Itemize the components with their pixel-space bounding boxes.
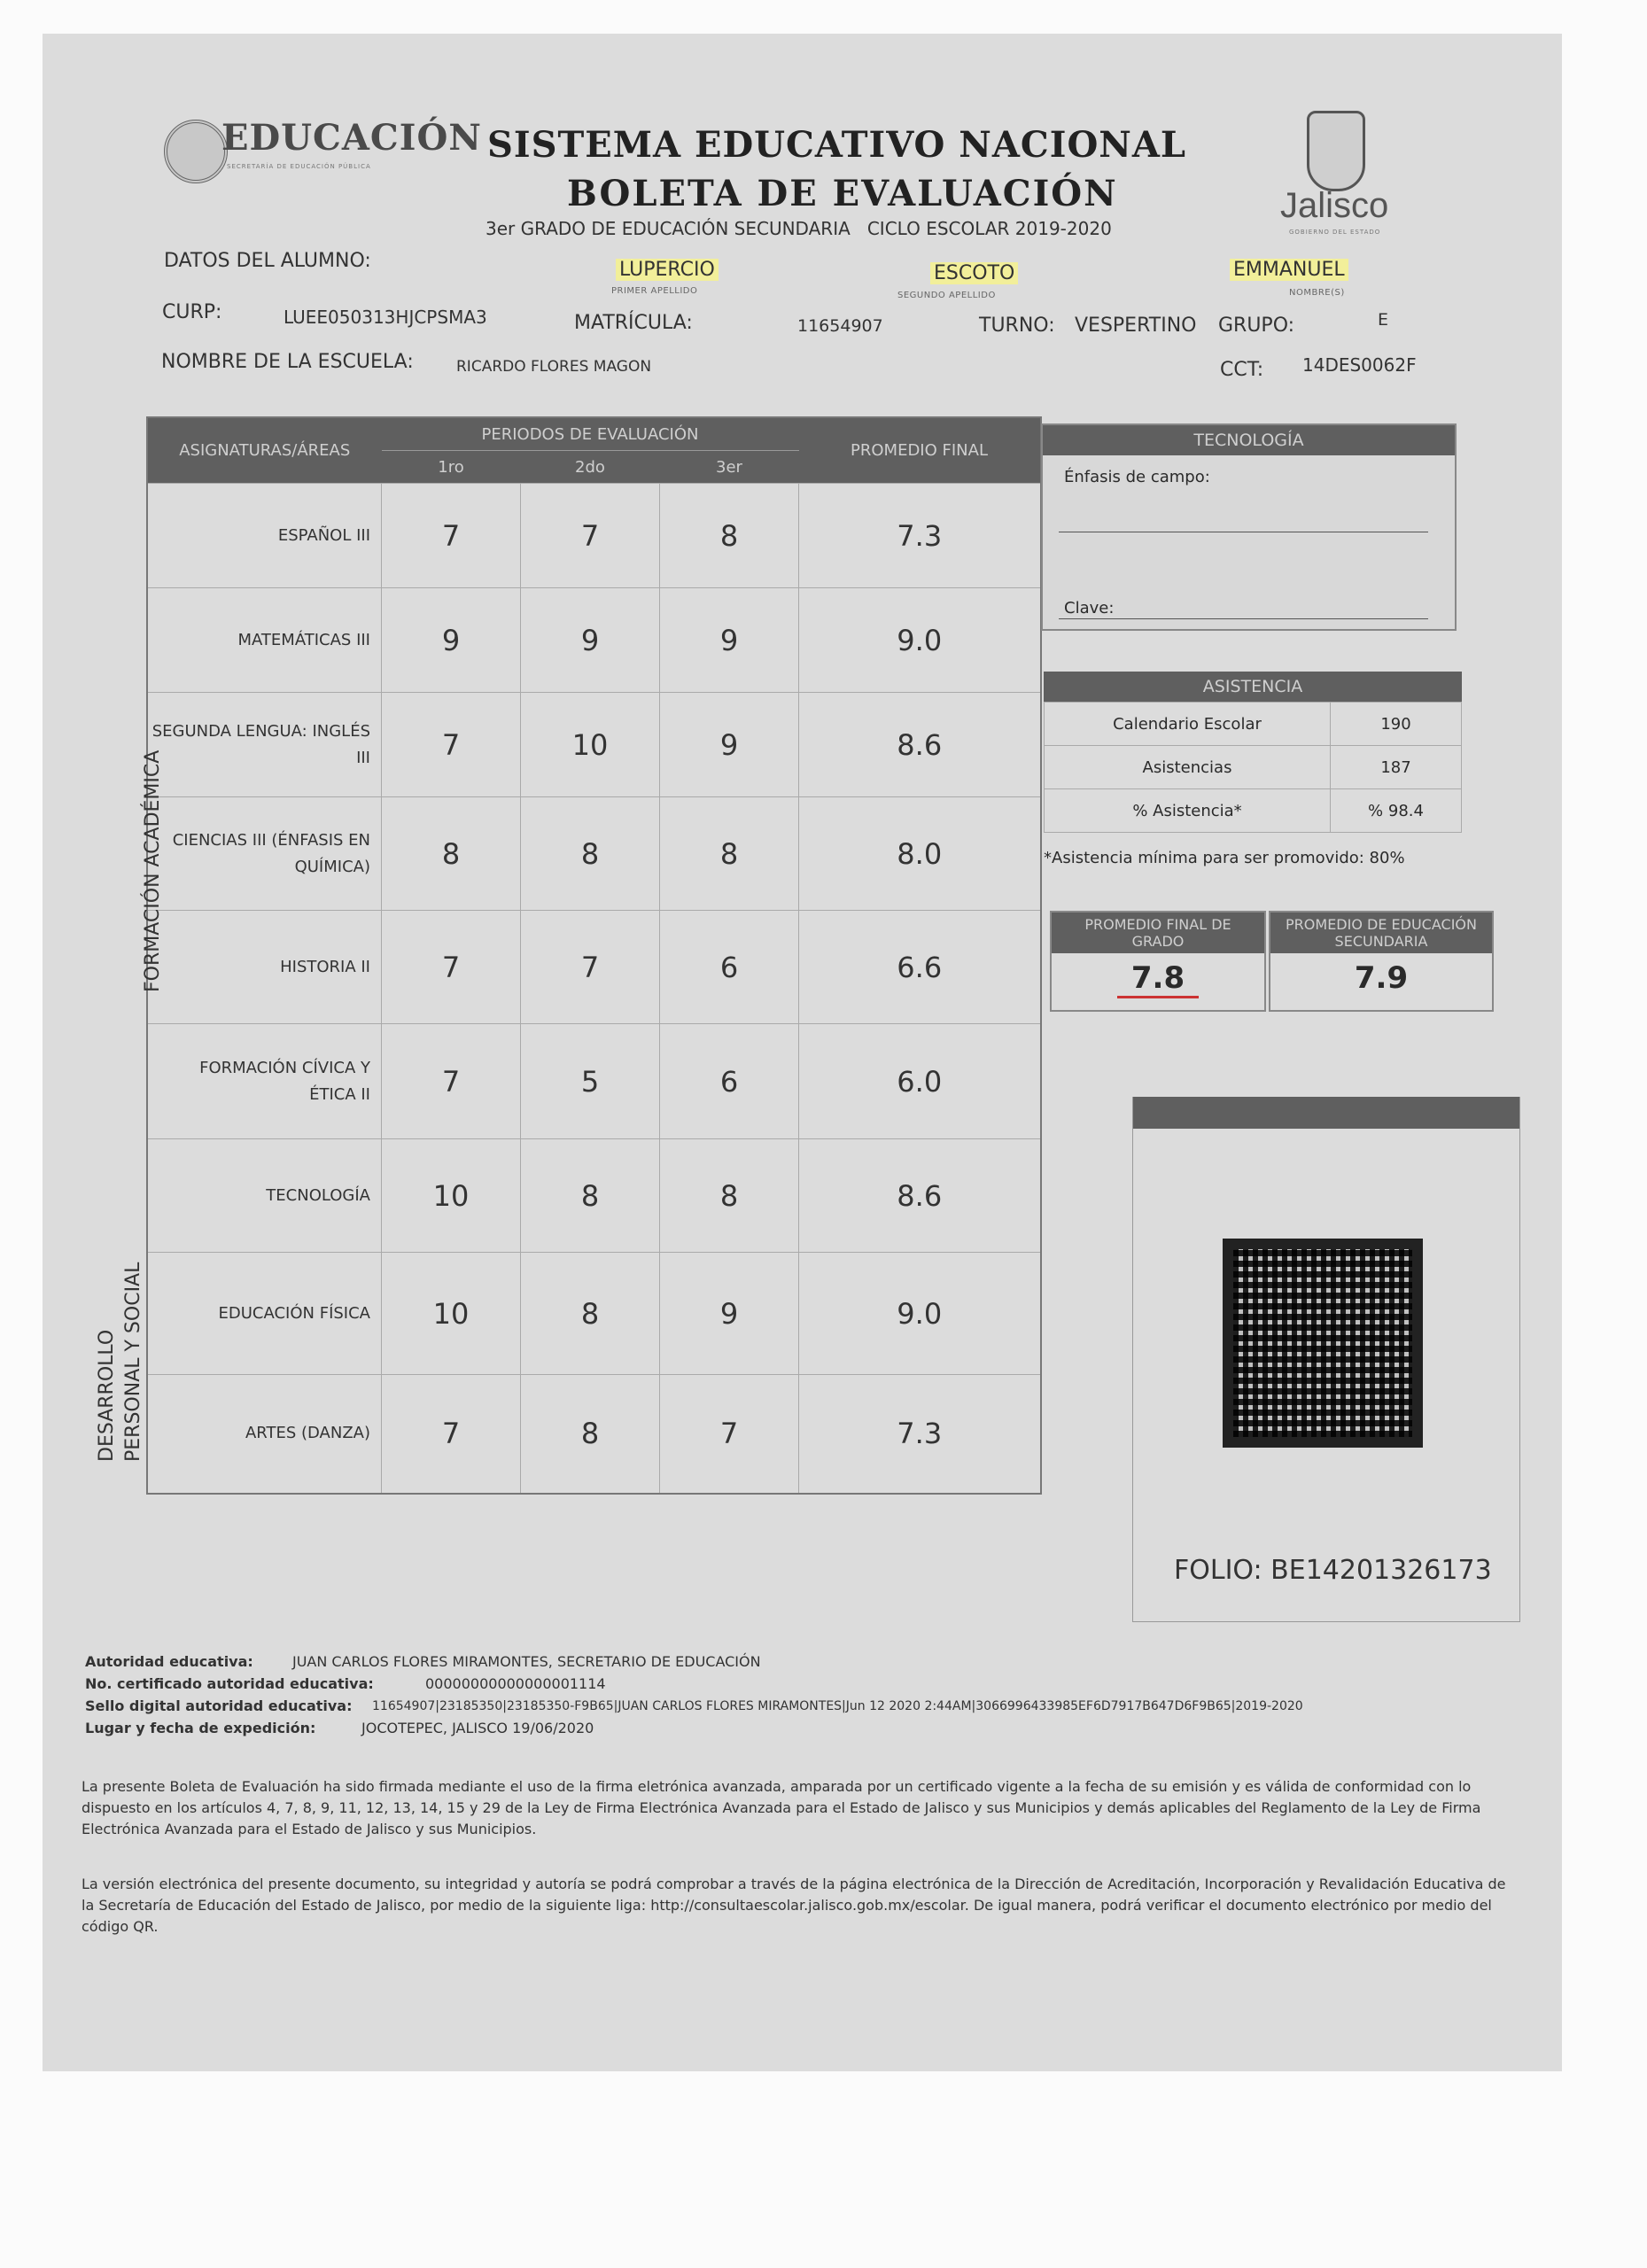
escuela-value: RICARDO FLORES MAGON [456,358,652,376]
grade-p1: 10 [382,1253,521,1375]
asistencia-label: Calendario Escolar [1045,703,1331,746]
grade-p3: 6 [660,911,799,1024]
table-row [147,484,1041,588]
col-subjects: ASIGNATURAS/ÁREAS [147,417,382,484]
grade-p3: 9 [660,588,799,693]
area-desarrollo-label-2: PERSONAL Y SOCIAL [122,1262,144,1462]
document-title: SISTEMA EDUCATIVO NACIONAL [487,124,1187,166]
primer-apellido: LUPERCIO [616,259,719,281]
grade-p2: 8 [521,1139,660,1253]
table-row [1045,746,1462,789]
grade-final: 6.6 [799,911,1041,1024]
tecnologia-box [1041,423,1457,631]
turno-label: TURNO: [979,315,1055,337]
grade-p2: 8 [521,1253,660,1375]
grade-final: 9.0 [799,1253,1041,1375]
asistencia-value: % 98.4 [1331,789,1462,833]
sello-value: 11654907|23185350|23185350-F9B65|JUAN CARLOS FLORES MIRAMONTES|Jun 12 2020 2:44AM|3066996433985EF6D7917B647D6F9B65|2019-2020 [372,1699,1303,1713]
educacion-logo: EDUCACIÓN [221,117,482,159]
grade-cycle: 3er GRADO DE EDUCACIÓN SECUNDARIA CICLO ESCOLAR 2019-2020 [486,218,1112,239]
asistencia-label: Asistencias [1045,746,1331,789]
subject-name: CIENCIAS III (ÉNFASIS EN QUÍMICA) [147,797,382,911]
grade-p1: 10 [382,1139,521,1253]
grade-final: 7.3 [799,484,1041,588]
subject-name: ESPAÑOL III [147,484,382,588]
cct-label: CCT: [1220,359,1264,381]
grade-p1: 8 [382,797,521,911]
asistencia-table [1044,702,1462,833]
promedio-grado-label: PROMEDIO FINAL DE GRADO [1052,913,1264,953]
col-final: PROMEDIO FINAL [799,417,1041,484]
tecnologia-title: TECNOLOGÍA [1043,425,1455,455]
grade-p3: 6 [660,1024,799,1139]
grade-p2: 10 [521,693,660,797]
promedio-grado-box [1050,911,1266,1012]
grade-p3: 8 [660,797,799,911]
subject-name: HISTORIA II [147,911,382,1024]
table-row [147,588,1041,693]
enfasis-label: Énfasis de campo: [1064,468,1210,486]
turno-value: VESPERTINO [1075,315,1197,337]
table-row [147,911,1041,1024]
promedio-secundaria-value: 7.9 [1354,960,1409,996]
table-row [147,693,1041,797]
document-subtitle: BOLETA DE EVALUACIÓN [567,173,1118,214]
matricula-value: 11654907 [797,316,883,336]
asistencia-value: 187 [1331,746,1462,789]
col-p2: 2do [521,451,660,484]
table-row [147,1024,1041,1139]
segundo-apellido-label: SEGUNDO APELLIDO [897,291,996,300]
subject-name: EDUCACIÓN FÍSICA [147,1253,382,1375]
lugar-label: Lugar y fecha de expedición: [85,1720,316,1736]
jalisco-logo: Jalisco [1280,186,1389,225]
grade-p3: 8 [660,1139,799,1253]
grades-table [146,416,1042,1495]
jalisco-crest-icon [1307,111,1365,191]
subject-name: ARTES (DANZA) [147,1375,382,1494]
grade-p1: 7 [382,484,521,588]
grade-p3: 7 [660,1375,799,1494]
promedio-secundaria-label: PROMEDIO DE EDUCACIÓN SECUNDARIA [1270,913,1492,953]
lugar-value: JOCOTEPEC, JALISCO 19/06/2020 [361,1720,594,1736]
asistencia-note: *Asistencia mínima para ser promovido: 80% [1044,849,1405,867]
grade-p1: 7 [382,1375,521,1494]
autoridad-value: JUAN CARLOS FLORES MIRAMONTES, SECRETARIO DE EDUCACIÓN [292,1653,761,1670]
educacion-logo-subtitle: SECRETARÍA DE EDUCACIÓN PÚBLICA [227,163,371,170]
jalisco-logo-subtitle: GOBIERNO DEL ESTADO [1289,229,1381,236]
qr-code-icon [1223,1239,1423,1448]
grade-p2: 9 [521,588,660,693]
autoridad-label: Autoridad educativa: [85,1653,253,1670]
grade-p1: 7 [382,1024,521,1139]
table-row [1045,703,1462,746]
segundo-apellido: ESCOTO [930,262,1018,284]
col-p1: 1ro [382,451,521,484]
table-row [147,1139,1041,1253]
asistencia-value: 190 [1331,703,1462,746]
grade-p2: 8 [521,797,660,911]
grade-p2: 7 [521,911,660,1024]
subject-name: SEGUNDA LENGUA: INGLÉS III [147,693,382,797]
grade-p3: 9 [660,1253,799,1375]
grade-final: 6.0 [799,1024,1041,1139]
nombre-label: NOMBRE(S) [1289,288,1345,298]
subject-name: FORMACIÓN CÍVICA Y ÉTICA II [147,1024,382,1139]
grade-p2: 8 [521,1375,660,1494]
datos-alumno-label: DATOS DEL ALUMNO: [164,250,371,272]
primer-apellido-label: PRIMER APELLIDO [611,286,698,296]
grade-final: 8.6 [799,1139,1041,1253]
folio: FOLIO: BE14201326173 [1174,1555,1492,1586]
escuela-label: NOMBRE DE LA ESCUELA: [161,351,414,373]
curp-value: LUEE050313HJCPSMA3 [284,307,487,328]
sep-seal-icon [164,120,228,183]
grupo-label: GRUPO: [1218,315,1295,337]
asistencia-box [1044,672,1462,867]
certificado-value: 00000000000000001114 [425,1675,606,1692]
grade-final: 8.0 [799,797,1041,911]
col-p3: 3er [660,451,799,484]
grade-final: 7.3 [799,1375,1041,1494]
certificado-label: No. certificado autoridad educativa: [85,1675,374,1692]
sello-label: Sello digital autoridad educativa: [85,1697,353,1714]
grade-p2: 7 [521,484,660,588]
asistencia-label: % Asistencia* [1045,789,1331,833]
table-row [147,1253,1041,1375]
table-row [147,797,1041,911]
grade-p1: 9 [382,588,521,693]
promedio-secundaria-box [1269,911,1494,1012]
subject-name: MATEMÁTICAS III [147,588,382,693]
grupo-value: E [1378,310,1389,330]
promedio-grado-value: 7.8 [1117,960,1199,998]
subject-name: TECNOLOGÍA [147,1139,382,1253]
table-row [1045,789,1462,833]
cct-value: 14DES0062F [1302,354,1417,376]
grade-p1: 7 [382,693,521,797]
table-row [147,1375,1041,1494]
area-desarrollo-label-1: DESARROLLO [96,1329,118,1462]
grade-p2: 5 [521,1024,660,1139]
clave-label: Clave: [1064,599,1115,617]
legal-paragraph-1: La presente Boleta de Evaluación ha sido firmada mediante el uso de la firma eletrónica avanzada, amparada por un certificado vigente a la fecha de su emisión y es válida de conformidad con lo dispuesto en los artículos 4, 7, 8, 9, 11, 12, 13, 14, 15 y 29 de la Ley de Firma Electrónica Avanzada para el Estado de Jalisco y sus Municipios y demás aplicables del Reglamento de la Ley de Firma Electrónica Avanzada para el Estado de Jalisco y sus Municipios. [82,1778,1481,1837]
nombre: EMMANUEL [1230,259,1348,281]
grade-final: 9.0 [799,588,1041,693]
area-formacion-academica: FORMACIÓN ACADÉMICA [142,750,164,992]
asistencia-title: ASISTENCIA [1044,672,1462,702]
grade-p1: 7 [382,911,521,1024]
grade-p3: 8 [660,484,799,588]
grade-p3: 9 [660,693,799,797]
matricula-label: MATRÍCULA: [574,312,693,334]
grade-final: 8.6 [799,693,1041,797]
col-periods: PERIODOS DE EVALUACIÓN [382,417,799,451]
legal-paragraph-2: La versión electrónica del presente documento, su integridad y autoría se podrá comprobar a través de la página electrónica de la Dirección de Acreditación, Incorporación y Revalidación Educativa de la Secretaría de Educación del Estado de Jalisco, por medio de la siguiente liga: http://consultaescolar.jalisco.gob.mx/escolar. De igual manera, podrá verificar el documento electrónico por medio del código QR. [82,1876,1506,1935]
curp-label: CURP: [162,301,222,323]
